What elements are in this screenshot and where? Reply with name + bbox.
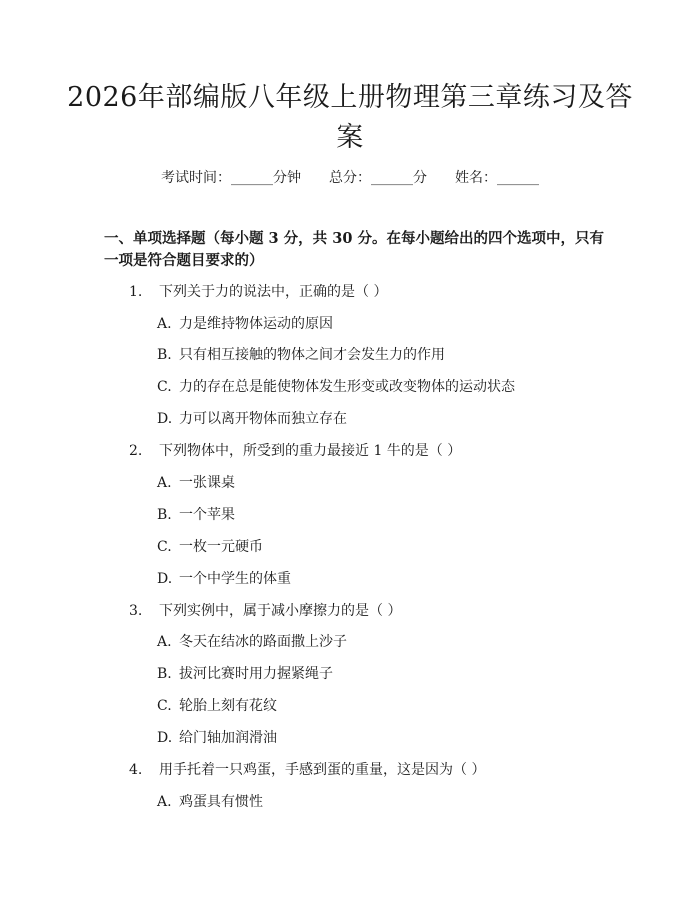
total-score-field: 总分：______分 [329, 170, 427, 186]
question-1-option-c [157, 377, 515, 397]
question-2-option-d [157, 569, 291, 589]
question-number: 3. [129, 603, 143, 619]
question-1-option-a [157, 314, 333, 334]
option-text: 力可以离开物体而独立存在 [179, 411, 347, 427]
question-text: 下列实例中，属于减小摩擦力的是（ ） [159, 603, 402, 619]
option-text: 一个苹果 [179, 507, 235, 523]
option-letter: A. [157, 634, 172, 650]
question-3-option-c [157, 696, 277, 716]
option-text: 给门轴加润滑油 [179, 730, 277, 746]
question-text: 用手托着一只鸡蛋，手感到蛋的重量，这是因为（ ） [159, 762, 486, 778]
question-number: 2. [129, 443, 143, 459]
option-letter: A. [157, 794, 172, 810]
option-text: 拔河比赛时用力握紧绳子 [179, 666, 333, 682]
question-4 [129, 760, 485, 780]
question-1-option-b [157, 345, 445, 365]
question-2-option-a [157, 473, 235, 493]
exam-time-field: 考试时间：______分钟 [161, 170, 301, 186]
option-text: 一枚一元硬币 [179, 539, 263, 555]
option-letter: D. [157, 571, 173, 587]
question-3-option-b [157, 664, 333, 684]
question-3-option-d [157, 728, 277, 748]
option-text: 只有相互接触的物体之间才会发生力的作用 [179, 347, 445, 363]
option-letter: D. [157, 730, 173, 746]
option-letter: C. [157, 698, 172, 714]
option-text: 轮胎上刻有花纹 [179, 698, 277, 714]
question-1-option-d [157, 409, 347, 429]
question-text: 下列关于力的说法中，正确的是（ ） [159, 284, 388, 300]
student-name-field: 姓名：______ [455, 170, 539, 186]
option-letter: A. [157, 316, 172, 332]
exam-meta-line [0, 168, 700, 188]
question-number: 1. [129, 284, 143, 300]
question-2-option-b [157, 505, 235, 525]
option-text: 一个中学生的体重 [179, 571, 291, 587]
section-heading: 一、单项选择题（每小题 3 分，共 30 分。在每小题给出的四个选项中，只有一项是符合题目要求的） [104, 230, 604, 269]
option-letter: B. [157, 666, 172, 682]
option-text: 力的存在总是能使物体发生形变或改变物体的运动状态 [179, 379, 515, 395]
document-title: 2026年部编版八年级上册物理第三章练习及答案 [67, 82, 633, 153]
option-text: 力是维持物体运动的原因 [179, 316, 333, 332]
option-letter: C. [157, 539, 172, 555]
option-letter: B. [157, 507, 172, 523]
option-letter: C. [157, 379, 172, 395]
question-4-option-a [157, 792, 263, 812]
option-text: 一张课桌 [179, 475, 235, 491]
option-letter: D. [157, 411, 173, 427]
option-letter: B. [157, 347, 172, 363]
option-letter: A. [157, 475, 172, 491]
question-2 [129, 441, 461, 461]
option-text: 鸡蛋具有惯性 [179, 794, 263, 810]
question-2-option-c [157, 537, 263, 557]
question-3-option-a [157, 632, 347, 652]
question-number: 4. [129, 762, 143, 778]
question-3 [129, 601, 401, 621]
option-text: 冬天在结冰的路面撒上沙子 [179, 634, 347, 650]
question-text: 下列物体中，所受到的重力最接近 1 牛的是（ ） [159, 443, 462, 459]
question-1 [129, 282, 387, 302]
